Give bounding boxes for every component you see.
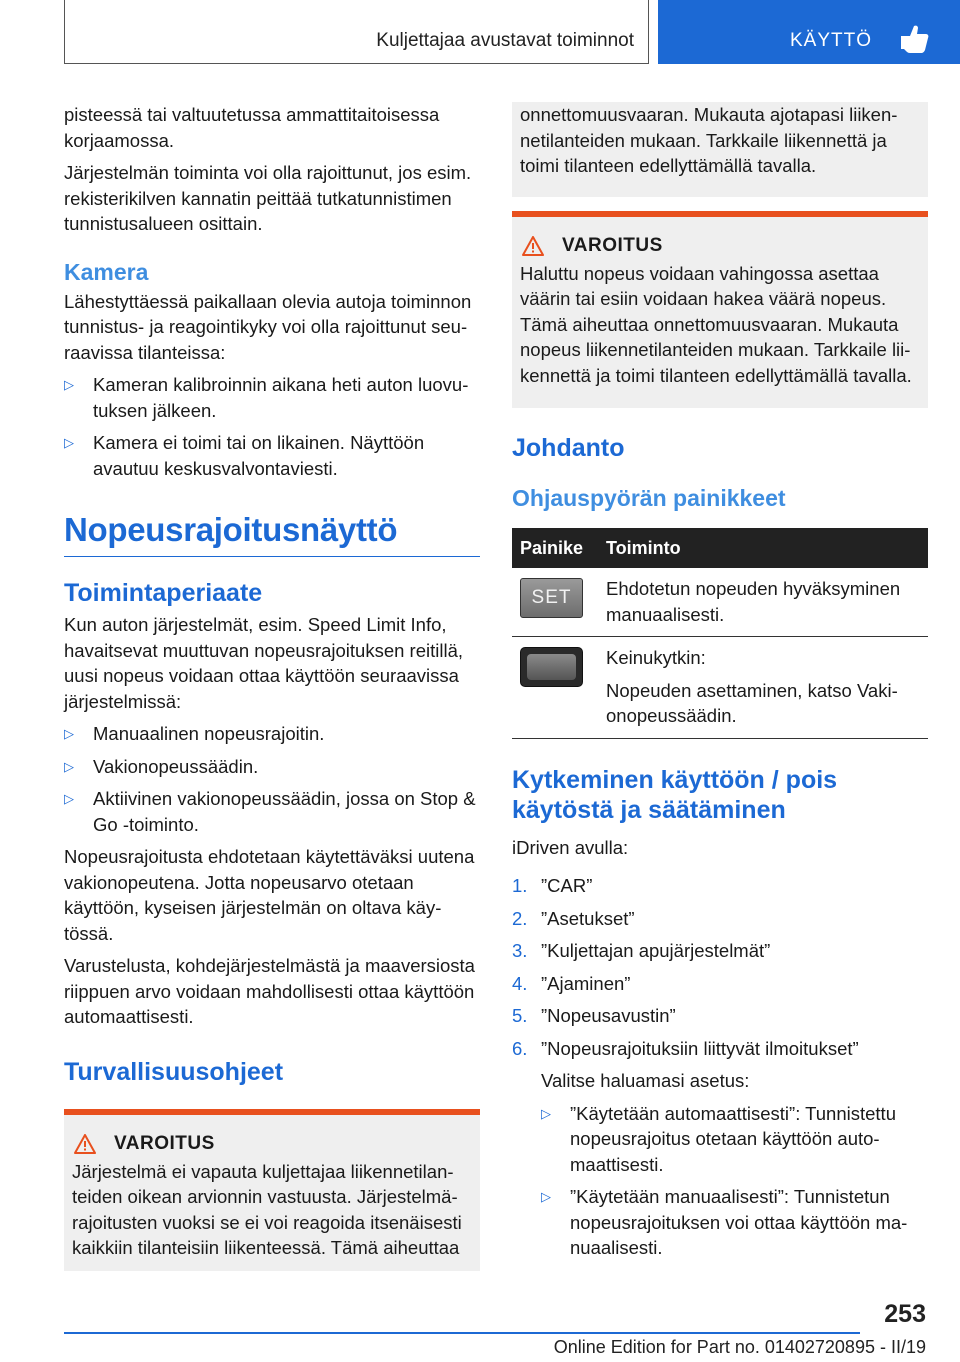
step-text: ”Ajaminen” <box>541 972 631 994</box>
step-text: ”Kuljettajan apujärjestelmät” <box>541 940 771 961</box>
list-item <box>512 938 928 964</box>
paragraph: Varustelusta, kohdejärjestelmästä ja maaversiosta riippuen arvo voidaan mahdollisesti ottaa käyttöön automaattisesti. <box>64 955 475 1027</box>
warning-triangle-icon <box>522 236 544 256</box>
johdanto-heading: Johdanto <box>512 434 625 462</box>
ohjauspyora-heading: Ohjauspyörän painikkeet <box>512 485 786 511</box>
list-item <box>64 721 480 747</box>
bullet-marker: ▷ <box>64 726 74 741</box>
paragraph: Kun auton järjestelmät, esim. Speed Limit Info, havaitsevat muuttuvan nopeusrajoituksen reitillä, uusi nopeus voidaan ottaa käyttöön seuraavissa järjestelmissä: <box>64 614 464 712</box>
step-number: 1. <box>512 875 528 896</box>
bullet-marker: ▷ <box>64 758 74 774</box>
pointing-hand-icon <box>898 24 932 54</box>
list-item <box>512 873 928 899</box>
buttons-table <box>512 528 928 739</box>
list-item-text: Aktiivinen vakionopeussäädin, jossa on Stop & Go -toiminto. <box>93 788 476 835</box>
warning-box <box>64 1109 480 1271</box>
list-item-text: Manuaalinen nopeusrajoitin. <box>93 723 325 744</box>
step-text: ”Nopeusrajoituksiin liittyvät ilmoitukset” <box>541 1037 859 1059</box>
warning-title <box>520 235 920 257</box>
kytkeminen-heading: Kytkeminen käyttöön / pois käytöstä ja säätäminen <box>512 765 838 824</box>
table-row <box>512 637 928 739</box>
bullet-marker: ▷ <box>64 435 74 450</box>
list-item <box>512 971 928 997</box>
step-number: 6. <box>512 1037 528 1059</box>
set-button-icon: SET <box>520 578 583 618</box>
paragraph: Nopeusrajoitusta ehdotetaan käytettäväksi uutena vakionopeutena. Jotta nopeusarvo otetaan käyttöön, kyseisen järjestelmän on oltava käytössä. <box>64 846 475 944</box>
rocker-label: Keinukytkin: <box>606 647 706 668</box>
step-number: 3. <box>512 940 528 961</box>
list-item-text: Vakionopeussäädin. <box>93 755 259 777</box>
table-cell-text <box>598 637 928 739</box>
paragraph: pisteessä tai valtuutetussa ammattitaitoisessa korjaamossa. <box>64 104 440 151</box>
table-header-toiminto: Toiminto <box>598 528 928 568</box>
warning-title-text: VAROITUS <box>562 234 663 256</box>
list-item <box>512 1003 928 1029</box>
step-text: ”Asetukset” <box>541 907 635 929</box>
left-column <box>64 102 480 1271</box>
options-list <box>541 1101 928 1261</box>
table-header-painike: Painike <box>512 528 598 568</box>
main-heading: Nopeusrajoitusnäyttö <box>64 511 480 557</box>
list-item <box>64 430 480 481</box>
step-text: ”Nopeusavustin” <box>541 1005 676 1026</box>
kamera-list <box>64 372 480 481</box>
list-item <box>64 786 480 837</box>
warning-box <box>512 211 928 409</box>
right-column <box>512 102 928 1268</box>
rocker-description: Nopeuden asettaminen, katso Vakionopeussäädin. <box>606 679 898 726</box>
list-item <box>541 1184 928 1261</box>
table-cell-icon <box>512 637 598 739</box>
page-number: 253 <box>884 1300 926 1328</box>
step-number: 4. <box>512 972 528 994</box>
warning-triangle-icon <box>74 1134 96 1154</box>
header-section <box>64 0 649 64</box>
steps-list <box>512 873 928 1261</box>
systems-list <box>64 721 480 837</box>
warning-continuation <box>512 102 928 197</box>
list-item <box>64 372 480 423</box>
table-header-row <box>512 528 928 568</box>
table-row <box>512 568 928 637</box>
warning-text: Järjestelmä ei vapauta kuljettajaa liikennetilanteiden oikean arvionnin vastuusta. Järjestelmärajoitusten vuoksi se ei voi reagoida itsenäisesti kaikkiin tilanteisiin liikenteessä. Tämä aiheuttaa <box>72 1160 462 1258</box>
step-text: ”CAR” <box>541 875 593 896</box>
table-cell-text: Ehdotetun nopeuden hyväksyminen manuaalisesti. <box>598 568 928 637</box>
kamera-heading: Kamera <box>64 258 149 285</box>
chapter-title: KÄYTTÖ <box>790 30 873 51</box>
bullet-marker: ▷ <box>64 377 74 392</box>
warning-title <box>72 1133 472 1155</box>
list-item-text: Kamera ei toimi tai on likainen. Näyttöön avautuu keskusvalvontaviesti. <box>93 432 425 479</box>
bullet-marker: ▷ <box>541 1189 551 1204</box>
footer-divider <box>64 1332 860 1334</box>
turvallisuus-heading: Turvallisuusohjeet <box>64 1057 284 1086</box>
rocker-switch-icon <box>520 647 583 687</box>
warning-text: onnettomuusvaaran. Mukauta ajotapasi liikennetilanteiden mukaan. Tarkkaile liikennettä ja toimi tilanteen edellyttämällä tavalla. <box>520 104 898 176</box>
bullet-marker: ▷ <box>64 791 74 806</box>
chapter-tab[interactable] <box>658 0 960 64</box>
paragraph: Järjestelmän toiminta voi olla rajoittunut, jos esim. rekisterikilven kannatin peittää tutkatunnistimen tunnistusalueen osittain. <box>64 162 472 234</box>
list-item <box>512 1036 928 1261</box>
table-cell-icon <box>512 568 598 637</box>
bullet-marker: ▷ <box>541 1105 551 1121</box>
list-item-text: ”Käytetään manuaalisesti”: Tunnistetun nopeusrajoituksen voi ottaa käyttöön manuaalisesti. <box>570 1186 908 1258</box>
paragraph: Lähestyttäessä paikallaan olevia autoja toiminnon tunnistus- ja reagointikyky voi olla rajoittunut seuraavissa tilanteissa: <box>64 290 472 363</box>
valitse-text: Valitse haluamasi asetus: <box>541 1070 750 1091</box>
list-item <box>512 906 928 932</box>
toimintaperiaate-heading: Toimintaperiaate <box>64 579 263 607</box>
footer-edition: Online Edition for Part no. 01402720895 - II/19 <box>553 1337 926 1357</box>
paragraph: iDriven avulla: <box>512 836 629 858</box>
step-number: 5. <box>512 1005 528 1026</box>
section-title: Kuljettajaa avustavat toiminnot <box>376 30 634 51</box>
warning-text: Haluttu nopeus voidaan vahingossa asettaa väärin tai esiin voidaan hakea väärä nopeus. Tämä aiheuttaa onnettomuusvaaran. Mukauta nopeus liikennetilanteiden mukaan. Tarkkaile liikennettä ja toimi tilanteen edellyttämällä tavalla. <box>520 262 912 386</box>
step-number: 2. <box>512 907 528 929</box>
list-item-text: ”Käytetään automaattisesti”: Tunnistettu nopeusrajoitus otetaan käyttöön automaattisesti. <box>570 1102 896 1175</box>
list-item <box>541 1101 928 1178</box>
list-item <box>64 754 480 780</box>
warning-title-text: VAROITUS <box>114 1132 215 1154</box>
list-item-text: Kameran kalibroinnin aikana heti auton luovutuksen jälkeen. <box>93 374 469 421</box>
